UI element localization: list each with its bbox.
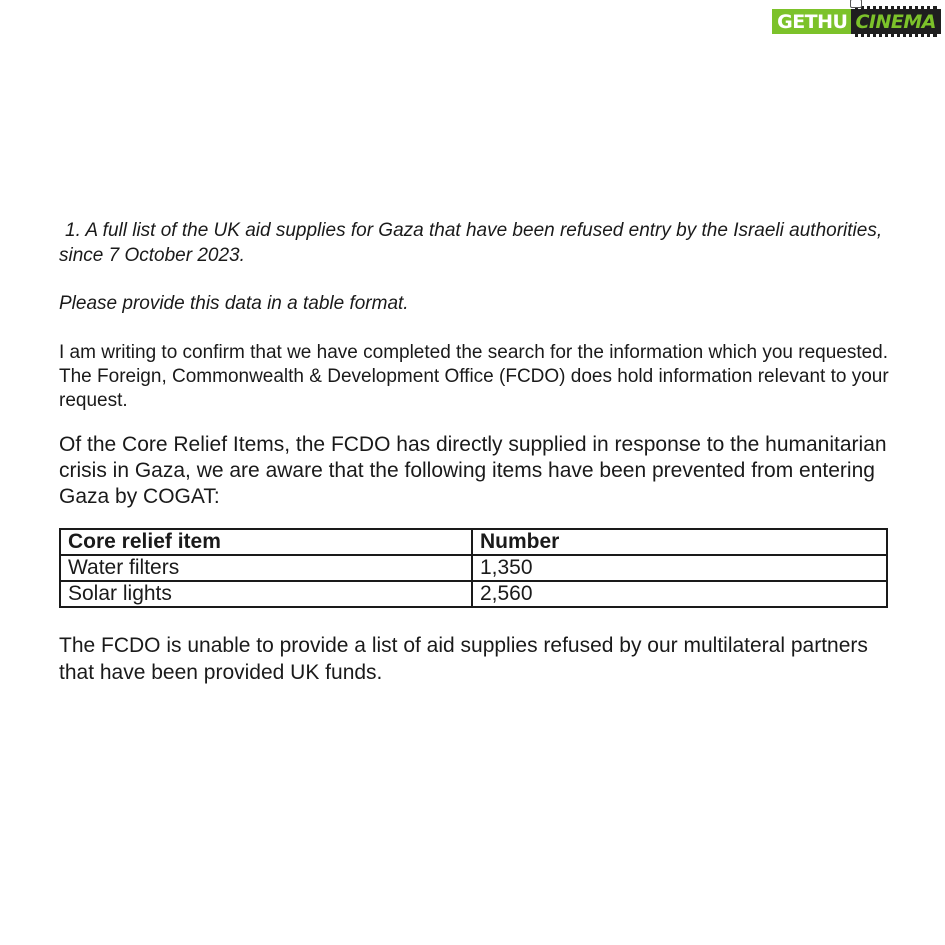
header-number: Number [472,529,887,555]
watermark-text-cinema: CINEMA [851,6,941,37]
camera-icon [850,0,862,8]
cell-item: Solar lights [60,581,472,607]
table-header-row [60,529,887,555]
multilateral-paragraph: The FCDO is unable to provide a list of aid supplies refused by our multilateral partners that have been provided UK funds. [59,634,868,684]
relief-items-table [59,528,888,608]
question-text: 1. A full list of the UK aid supplies for Gaza that have been refused entry by the Israeli authorities, since 7 October 2023. [59,220,883,266]
cell-number: 1,350 [472,555,887,581]
document-body [59,218,889,686]
table-row [60,581,887,607]
header-core-relief-item: Core relief item [60,529,472,555]
watermark-text-gethu: GETHU [772,9,851,34]
table-row [60,555,887,581]
watermark-logo [772,6,941,37]
request-format-text: Please provide this data in a table format. [59,293,409,314]
cell-number: 2,560 [472,581,887,607]
cell-item: Water filters [60,555,472,581]
confirmation-paragraph: I am writing to confirm that we have completed the search for the information which you requested. The Foreign, Commonwealth & Development Office (FCDO) does hold information relevant to your request. [59,342,889,411]
core-relief-paragraph: Of the Core Relief Items, the FCDO has directly supplied in response to the humanitarian crisis in Gaza, we are aware that the following items have been prevented from entering Gaza by COGAT: [59,433,887,508]
